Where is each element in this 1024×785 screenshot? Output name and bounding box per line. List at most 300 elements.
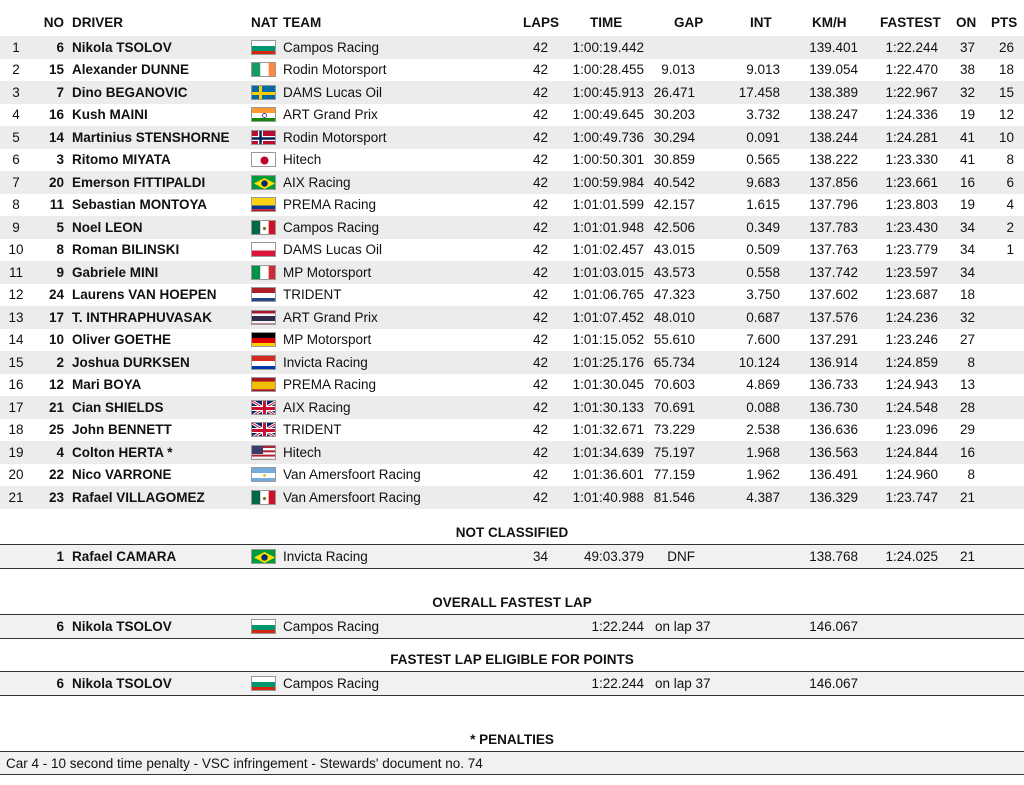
driver-cell: Mari BOYA <box>72 377 142 393</box>
fastest-on-lap-cell: 29 <box>959 422 975 438</box>
nat-flag-pl-icon <box>251 242 276 257</box>
points-cell: 26 <box>998 39 1014 55</box>
fastest-lap-cell: 1:24.960 <box>885 467 938 483</box>
position-cell: 6 <box>12 152 20 168</box>
speed-cell: 139.054 <box>809 62 858 78</box>
position-cell: 13 <box>8 309 24 325</box>
fastest-on-lap-cell: 8 <box>967 354 975 370</box>
penalties-title: * PENALTIES <box>470 732 554 747</box>
time-cell: 1:22.244 <box>591 618 644 634</box>
time-cell: 1:01:32.671 <box>572 422 644 438</box>
car-number-cell: 8 <box>56 242 64 258</box>
interval-cell: 2.538 <box>746 422 780 438</box>
car-number-cell: 10 <box>48 332 64 348</box>
fastest-on-lap-cell: 32 <box>959 309 975 325</box>
laps-cell: 42 <box>532 332 548 348</box>
interval-cell: 0.509 <box>746 242 780 258</box>
gap-cell <box>648 36 695 59</box>
fastest-lap-cell: 1:23.687 <box>885 287 938 303</box>
nat-flag-ie-icon <box>251 62 276 77</box>
nat-flag-es-icon <box>251 377 276 392</box>
points-cell: 2 <box>1006 219 1014 235</box>
overall-fastest-row <box>0 614 1024 639</box>
flag-icon <box>251 351 277 374</box>
fastest-lap-cell: 1:23.661 <box>885 174 938 190</box>
table-row <box>0 239 1024 262</box>
table-row <box>0 464 1024 487</box>
speed-cell: 136.914 <box>809 354 858 370</box>
flag-icon <box>251 81 277 104</box>
car-number-cell: 4 <box>56 444 64 460</box>
header-int: INT <box>750 14 772 30</box>
car-number-cell: 9 <box>56 264 64 280</box>
nat-flag-mx-icon <box>251 220 276 235</box>
penalty-note: Car 4 - 10 second time penalty - VSC infringement - Stewards' document no. 74 <box>0 751 1024 775</box>
driver-cell: Rafael VILLAGOMEZ <box>72 489 205 505</box>
team-cell: AIX Racing <box>283 174 351 190</box>
fastest-on-lap-cell: 41 <box>959 129 975 145</box>
header-nat: NAT <box>251 14 278 30</box>
time-cell: 1:01:15.052 <box>572 332 644 348</box>
points-cell <box>992 374 1014 397</box>
laps-cell: 42 <box>532 354 548 370</box>
speed-cell: 138.768 <box>809 548 858 564</box>
nat-flag-br-icon <box>251 175 276 190</box>
header-on: ON <box>956 14 977 30</box>
table-row <box>0 306 1024 329</box>
team-cell: MP Motorsport <box>283 264 372 280</box>
gap-cell: 43.573 <box>653 264 695 280</box>
gap-cell: DNF <box>667 548 695 564</box>
driver-cell: Nikola TSOLOV <box>72 618 172 634</box>
flag-icon <box>251 419 277 442</box>
flag-icon <box>251 126 277 149</box>
fastest-on-lap-cell: 21 <box>959 489 975 505</box>
position-cell: 12 <box>8 287 24 303</box>
fastest-on-lap-cell: 19 <box>959 107 975 123</box>
driver-cell: Oliver GOETHE <box>72 332 172 348</box>
fastest-lap-cell: 1:24.844 <box>885 444 938 460</box>
fastest-points-row <box>0 671 1024 696</box>
interval-cell: 4.869 <box>746 377 780 393</box>
laps-cell: 42 <box>532 264 548 280</box>
interval-cell: 7.600 <box>746 332 780 348</box>
nat-flag-in-icon <box>251 107 276 122</box>
speed-cell: 136.733 <box>809 377 858 393</box>
laps-cell: 42 <box>532 377 548 393</box>
interval-cell: 0.687 <box>746 309 780 325</box>
speed-cell: 146.067 <box>809 675 858 691</box>
laps-cell: 42 <box>532 174 548 190</box>
speed-cell: 136.329 <box>809 489 858 505</box>
speed-cell: 137.856 <box>809 174 858 190</box>
flag-icon <box>251 464 277 487</box>
driver-cell: Gabriele MINI <box>72 264 159 280</box>
nat-flag-mx-icon <box>251 490 276 505</box>
table-row <box>0 486 1024 509</box>
position-cell: 9 <box>12 219 20 235</box>
points-cell <box>992 284 1014 307</box>
time-cell: 1:01:07.452 <box>572 309 644 325</box>
points-cell: 10 <box>998 129 1014 145</box>
table-row <box>0 81 1024 104</box>
fastest-lap-cell: 1:24.025 <box>885 548 938 564</box>
team-cell: Campos Racing <box>283 39 380 55</box>
time-cell: 1:22.244 <box>591 675 644 691</box>
interval-cell: 0.565 <box>746 152 780 168</box>
speed-cell: 136.563 <box>809 444 858 460</box>
table-row <box>0 441 1024 464</box>
gap-cell: 65.734 <box>653 354 695 370</box>
points-cell: 4 <box>1006 197 1014 213</box>
driver-cell: Laurens VAN HOEPEN <box>72 287 217 303</box>
nat-flag-nl-icon <box>251 287 276 302</box>
driver-cell: Nikola TSOLOV <box>72 39 172 55</box>
speed-cell: 139.401 <box>809 39 858 55</box>
position-cell: 8 <box>12 197 20 213</box>
gap-cell: 81.546 <box>653 489 695 505</box>
gap-cell: 43.015 <box>653 242 695 258</box>
lap-number-cell: on lap 37 <box>655 618 711 634</box>
fastest-lap-cell: 1:23.747 <box>885 489 938 505</box>
laps-cell: 42 <box>532 39 548 55</box>
team-cell: AIX Racing <box>283 399 351 415</box>
flag-icon <box>251 36 277 59</box>
team-cell: PREMA Racing <box>283 377 377 393</box>
table-row <box>0 374 1024 397</box>
time-cell: 1:01:36.601 <box>572 467 644 483</box>
gap-cell: 70.691 <box>653 399 695 415</box>
flag-icon <box>251 329 277 352</box>
interval-cell: 4.387 <box>746 489 780 505</box>
position-cell: 16 <box>8 377 24 393</box>
position-cell: 4 <box>12 107 20 123</box>
table-row <box>0 194 1024 217</box>
points-cell: 18 <box>998 62 1014 78</box>
points-cell <box>992 351 1014 374</box>
driver-cell: Martinius STENSHORNE <box>72 129 230 145</box>
fastest-lap-cell: 1:23.803 <box>885 197 938 213</box>
fastest-lap-cell: 1:24.281 <box>885 129 938 145</box>
flag-icon <box>251 545 277 568</box>
team-cell: TRIDENT <box>283 422 342 438</box>
interval-cell: 9.013 <box>746 62 780 78</box>
speed-cell: 138.389 <box>809 84 858 100</box>
speed-cell: 137.576 <box>809 309 858 325</box>
time-cell: 1:00:45.913 <box>572 84 644 100</box>
table-header <box>0 8 1024 37</box>
gap-cell: 55.610 <box>653 332 695 348</box>
time-cell: 1:00:49.736 <box>572 129 644 145</box>
car-number-cell: 16 <box>48 107 64 123</box>
driver-cell: Emerson FITTIPALDI <box>72 174 206 190</box>
gap-cell: 70.603 <box>653 377 695 393</box>
driver-cell: Sebastian MONTOYA <box>72 197 208 213</box>
flag-icon <box>251 261 277 284</box>
flag-icon <box>251 486 277 509</box>
header-no: NO <box>43 14 64 30</box>
car-number-cell: 21 <box>48 399 64 415</box>
laps-cell: 42 <box>532 444 548 460</box>
fastest-lap-cell: 1:23.330 <box>885 152 938 168</box>
table-row <box>0 396 1024 419</box>
speed-cell: 137.602 <box>809 287 858 303</box>
points-cell <box>992 486 1014 509</box>
interval-cell: 17.458 <box>738 84 780 100</box>
flag-icon <box>251 216 277 239</box>
speed-cell: 137.763 <box>809 242 858 258</box>
fastest-on-lap-cell: 37 <box>959 39 975 55</box>
header-time: TIME <box>590 14 623 30</box>
speed-cell: 137.796 <box>809 197 858 213</box>
flag-icon <box>251 171 277 194</box>
team-cell: Van Amersfoort Racing <box>283 489 421 505</box>
laps-cell: 42 <box>532 62 548 78</box>
points-cell: 12 <box>998 107 1014 123</box>
time-cell: 49:03.379 <box>583 548 644 564</box>
header-driver: DRIVER <box>72 14 124 30</box>
not-classified-row <box>0 544 1024 569</box>
team-cell: ART Grand Prix <box>283 107 378 123</box>
team-cell: Rodin Motorsport <box>283 129 387 145</box>
fastest-on-lap-cell: 19 <box>959 197 975 213</box>
lap-number-cell: on lap 37 <box>655 675 711 691</box>
points-cell <box>992 306 1014 329</box>
flag-icon <box>251 194 277 217</box>
team-cell: Invicta Racing <box>283 354 368 370</box>
position-cell: 18 <box>8 422 24 438</box>
team-cell: ART Grand Prix <box>283 309 378 325</box>
position-cell: 3 <box>12 84 20 100</box>
laps-cell: 42 <box>532 399 548 415</box>
driver-cell: Joshua DURKSEN <box>72 354 190 370</box>
header-gap: GAP <box>674 14 704 30</box>
car-number-cell: 23 <box>48 489 64 505</box>
nat-flag-se-icon <box>251 85 276 100</box>
flag-icon <box>251 306 277 329</box>
car-number-cell: 2 <box>56 354 64 370</box>
fastest-on-lap-cell: 28 <box>959 399 975 415</box>
table-row <box>0 261 1024 284</box>
nat-flag-gb-icon <box>251 422 276 437</box>
table-row <box>0 36 1024 59</box>
car-number-cell: 22 <box>48 467 64 483</box>
driver-cell: Colton HERTA * <box>72 444 173 460</box>
nat-flag-no-icon <box>251 130 276 145</box>
time-cell: 1:00:19.442 <box>572 39 644 55</box>
car-number-cell: 1 <box>56 548 64 564</box>
fastest-on-lap-cell: 34 <box>959 264 975 280</box>
gap-cell: 42.157 <box>653 197 695 213</box>
laps-cell: 42 <box>532 152 548 168</box>
flag-icon <box>251 59 277 82</box>
fastest-on-lap-cell: 34 <box>959 242 975 258</box>
interval-cell: 3.732 <box>746 107 780 123</box>
gap-cell: 30.859 <box>653 152 695 168</box>
driver-cell: Nikola TSOLOV <box>72 675 172 691</box>
fastest-on-lap-cell: 21 <box>959 548 975 564</box>
nat-flag-co-icon <box>251 197 276 212</box>
team-cell: Campos Racing <box>283 219 380 235</box>
laps-cell: 42 <box>532 129 548 145</box>
driver-cell: Roman BILINSKI <box>72 242 180 258</box>
team-cell: TRIDENT <box>283 287 342 303</box>
points-cell <box>992 261 1014 284</box>
driver-cell: John BENNETT <box>72 422 172 438</box>
nat-flag-bg-icon <box>251 619 276 634</box>
car-number-cell: 17 <box>48 309 64 325</box>
fastest-lap-cell: 1:24.859 <box>885 354 938 370</box>
header-laps: LAPS <box>523 14 560 30</box>
points-cell <box>992 396 1014 419</box>
time-cell: 1:00:49.645 <box>572 107 644 123</box>
car-number-cell: 15 <box>48 62 64 78</box>
gap-cell: 9.013 <box>661 62 695 78</box>
gap-cell: 73.229 <box>653 422 695 438</box>
car-number-cell: 7 <box>56 84 64 100</box>
car-number-cell: 25 <box>48 422 64 438</box>
position-cell: 20 <box>8 467 24 483</box>
position-cell: 2 <box>12 62 20 78</box>
interval-cell: 3.750 <box>746 287 780 303</box>
fastest-points-title: FASTEST LAP ELIGIBLE FOR POINTS <box>390 652 634 667</box>
table-row <box>0 104 1024 127</box>
interval-cell <box>730 36 780 59</box>
gap-cell: 30.294 <box>653 129 695 145</box>
interval-cell: 0.091 <box>746 129 780 145</box>
fastest-lap-cell: 1:24.336 <box>885 107 938 123</box>
team-cell: PREMA Racing <box>283 197 377 213</box>
speed-cell: 136.730 <box>809 399 858 415</box>
header-kmh: KM/H <box>812 14 847 30</box>
time-cell: 1:00:28.455 <box>572 62 644 78</box>
flag-icon <box>251 672 277 695</box>
driver-cell: T. INTHRAPHUVASAK <box>72 309 213 325</box>
interval-cell: 0.558 <box>746 264 780 280</box>
car-number-cell: 6 <box>56 675 64 691</box>
position-cell: 17 <box>8 399 24 415</box>
team-cell: MP Motorsport <box>283 332 372 348</box>
car-number-cell: 12 <box>48 377 64 393</box>
fastest-on-lap-cell: 18 <box>959 287 975 303</box>
speed-cell: 137.291 <box>809 332 858 348</box>
driver-cell: Dino BEGANOVIC <box>72 84 188 100</box>
flag-icon <box>251 374 277 397</box>
fastest-lap-cell: 1:24.548 <box>885 399 938 415</box>
team-cell: Hitech <box>283 444 322 460</box>
driver-cell: Ritomo MIYATA <box>72 152 171 168</box>
time-cell: 1:01:06.765 <box>572 287 644 303</box>
flag-icon <box>251 149 277 172</box>
position-cell: 1 <box>12 39 20 55</box>
speed-cell: 136.636 <box>809 422 858 438</box>
speed-cell: 146.067 <box>809 618 858 634</box>
position-cell: 19 <box>8 444 24 460</box>
position-cell: 14 <box>8 332 24 348</box>
not-classified-title: NOT CLASSIFIED <box>455 525 569 540</box>
interval-cell: 1.615 <box>746 197 780 213</box>
time-cell: 1:01:02.457 <box>572 242 644 258</box>
points-cell <box>992 329 1014 352</box>
nat-flag-py-icon <box>251 355 276 370</box>
table-row <box>0 126 1024 149</box>
fastest-on-lap-cell: 16 <box>959 174 975 190</box>
nat-flag-us-icon <box>251 445 276 460</box>
nat-flag-de-icon <box>251 332 276 347</box>
header-fastest: FASTEST <box>880 14 941 30</box>
table-row <box>0 419 1024 442</box>
gap-cell: 47.323 <box>653 287 695 303</box>
interval-cell: 9.683 <box>746 174 780 190</box>
points-cell <box>992 419 1014 442</box>
fastest-on-lap-cell: 41 <box>959 152 975 168</box>
team-cell: Campos Racing <box>283 675 380 691</box>
points-cell: 8 <box>1006 152 1014 168</box>
gap-cell: 30.203 <box>653 107 695 123</box>
team-cell: Hitech <box>283 152 322 168</box>
fastest-lap-cell: 1:23.597 <box>885 264 938 280</box>
driver-cell: Rafael CAMARA <box>72 548 177 564</box>
table-row <box>0 59 1024 82</box>
driver-cell: Noel LEON <box>72 219 143 235</box>
speed-cell: 137.742 <box>809 264 858 280</box>
points-cell <box>992 464 1014 487</box>
car-number-cell: 3 <box>56 152 64 168</box>
interval-cell: 0.349 <box>746 219 780 235</box>
time-cell: 1:01:01.599 <box>572 197 644 213</box>
fastest-on-lap-cell: 34 <box>959 219 975 235</box>
laps-cell: 42 <box>532 84 548 100</box>
gap-cell: 26.471 <box>653 84 695 100</box>
interval-cell: 1.962 <box>746 467 780 483</box>
flag-icon <box>251 396 277 419</box>
flag-icon <box>251 441 277 464</box>
flag-icon <box>251 615 277 638</box>
fastest-on-lap-cell: 27 <box>959 332 975 348</box>
nat-flag-gb-icon <box>251 400 276 415</box>
fastest-on-lap-cell: 13 <box>959 377 975 393</box>
time-cell: 1:01:25.176 <box>572 354 644 370</box>
fastest-on-lap-cell: 32 <box>959 84 975 100</box>
car-number-cell: 14 <box>48 129 64 145</box>
laps-cell: 42 <box>532 107 548 123</box>
car-number-cell: 6 <box>56 618 64 634</box>
nat-flag-ar-icon <box>251 467 276 482</box>
points-cell <box>992 441 1014 464</box>
table-row <box>0 329 1024 352</box>
time-cell: 1:01:40.988 <box>572 489 644 505</box>
position-cell: 15 <box>8 354 24 370</box>
speed-cell: 136.491 <box>809 467 858 483</box>
speed-cell: 138.247 <box>809 107 858 123</box>
laps-cell: 42 <box>532 197 548 213</box>
header-pts: PTS <box>991 14 1018 30</box>
team-cell: Rodin Motorsport <box>283 62 387 78</box>
fastest-lap-cell: 1:24.236 <box>885 309 938 325</box>
gap-cell: 42.506 <box>653 219 695 235</box>
laps-cell: 42 <box>532 242 548 258</box>
nat-flag-bg-icon <box>251 676 276 691</box>
gap-cell: 77.159 <box>653 467 695 483</box>
speed-cell: 137.783 <box>809 219 858 235</box>
fastest-lap-cell: 1:24.943 <box>885 377 938 393</box>
position-cell: 5 <box>12 129 20 145</box>
position-cell: 10 <box>8 242 24 258</box>
points-cell: 15 <box>998 84 1014 100</box>
fastest-on-lap-cell: 8 <box>967 467 975 483</box>
nat-flag-br-icon <box>251 549 276 564</box>
fastest-on-lap-cell: 38 <box>959 62 975 78</box>
